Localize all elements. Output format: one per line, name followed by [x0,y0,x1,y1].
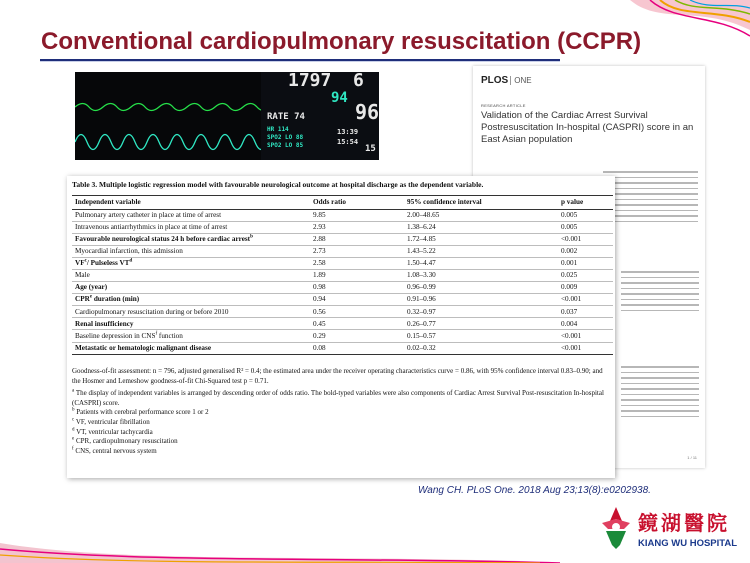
monitor-reading: 15:54 [337,138,359,146]
plos-brand: PLOS [481,75,509,86]
cell-variable [72,269,310,281]
article-title: Validation of the Cardiac Arrest Survival Postresuscitation In-hospital (CASPRI) score in an East Asian population [481,110,694,145]
cell-p-value: <0.001 [558,330,613,342]
footnote-mark: f [155,331,158,337]
cell-variable [72,318,310,330]
cell-confidence-interval: 1.72–4.85 [404,233,558,245]
header-confidence-interval: 95% confidence interval [404,196,558,210]
cell-p-value: 0.009 [558,282,613,294]
footnote [72,408,610,418]
cell-variable [72,257,310,269]
table-row [72,269,613,281]
cell-confidence-interval: 2.00–48.65 [404,209,558,221]
hospital-emblem-icon [596,505,636,551]
monitor-reading: 1797 [288,72,332,91]
variable-text: Male [75,271,90,280]
footnote-text: VF, ventricular fibrillation [75,417,150,426]
footnote [72,447,610,457]
cell-odds-ratio: 2.58 [310,257,404,269]
cell-confidence-interval: 1.43–5.22 [404,245,558,257]
header-odds-ratio: Odds ratio [310,196,404,210]
table-row [72,294,613,306]
cell-p-value: <0.001 [558,233,613,245]
cell-confidence-interval: 0.32–0.97 [404,306,558,318]
table-row [72,233,613,245]
cell-odds-ratio: 2.88 [310,233,404,245]
table-row [72,221,613,233]
ecg-waveform [75,72,379,160]
cell-confidence-interval: 1.38–6.24 [404,221,558,233]
cell-variable [72,306,310,318]
footnote-text: Patients with cerebral performance score 1 or 2 [76,408,209,417]
cell-variable [72,342,310,354]
table-caption: Table 3. Multiple logistic regression model with favourable neurological outcome at hospital discharge as the dependent variable. [72,180,484,189]
cell-confidence-interval: 0.91–0.96 [404,294,558,306]
article-page-number: 1 / 11 [687,455,697,460]
variable-suffix: / Pulseless VT [86,259,130,268]
cell-odds-ratio: 2.73 [310,245,404,257]
table-header-row [72,196,613,210]
table-row [72,318,613,330]
cell-confidence-interval: 0.96–0.99 [404,282,558,294]
monitor-reading: 6 [353,72,364,91]
cell-variable [72,294,310,306]
monitor-reading: 96 [355,100,379,124]
cell-p-value: 0.005 [558,221,613,233]
footnote [72,389,610,408]
table-notes [72,367,610,456]
article-text-lines [603,171,698,226]
variable-text: CPR [75,295,90,304]
cell-confidence-interval: 0.26–0.77 [404,318,558,330]
table-row [72,245,613,257]
footnote-text: CPR, cardiopulmonary resuscitation [75,437,178,446]
footnote-mark: d [72,427,75,433]
table-row [72,330,613,342]
cell-variable [72,233,310,245]
cell-p-value: 0.025 [558,269,613,281]
footnote-mark: e [72,436,75,442]
cell-odds-ratio: 9.85 [310,209,404,221]
variable-text: Pulmonary artery catheter in place at time of arrest [75,210,222,219]
cell-confidence-interval: 1.08–3.30 [404,269,558,281]
cell-confidence-interval: 0.15–0.57 [404,330,558,342]
variable-text: Renal insufficiency [75,319,134,328]
footnote-mark: e [89,295,93,301]
footnote-text: VT, ventricular tachycardia [76,427,153,436]
cell-odds-ratio: 0.98 [310,282,404,294]
hospital-name-chinese: 鏡湖醫院 [638,511,730,535]
plos-logo [481,75,532,86]
cell-p-value: <0.001 [558,294,613,306]
regression-table [72,195,613,355]
footnote-text: CNS, central nervous system [75,446,157,455]
ecg-monitor-photo [75,72,379,160]
cell-p-value: <0.001 [558,342,613,354]
footnote-mark: c [72,417,75,423]
cell-variable [72,330,310,342]
table-row [72,306,613,318]
hospital-name-english: KIANG WU HOSPITAL [638,538,738,549]
goodness-of-fit-note: Goodness-of-fit assessment: n = 796, adjusted generalised R² = 0.4; the estimated area under the receiver operating characteristics curve = 0.86, with 95% confidence interval 0.83–0.90; and the Hosmer and Lemeshow goodness-of-fit Chi-Squared test p = 0.71. [72,367,603,385]
cell-variable [72,245,310,257]
variable-text: Favourable neurological status 24 h before cardiac arrest [75,234,251,243]
cell-odds-ratio: 0.29 [310,330,404,342]
title-underline-shadow [40,61,560,62]
variable-text: Intravenous antiarrhythmics in place at time of arrest [75,222,228,231]
cell-p-value: 0.004 [558,318,613,330]
article-section: RESEARCH ARTICLE [481,103,526,108]
footnote-mark: b [72,408,75,414]
cell-confidence-interval: 1.50–4.47 [404,257,558,269]
footnote-mark: f [72,446,74,452]
footnotes-list [72,389,610,456]
footnote [72,418,610,428]
plos-brand-sub: ONE [510,76,531,85]
cell-variable [72,282,310,294]
cell-odds-ratio: 0.45 [310,318,404,330]
table-row [72,257,613,269]
variable-text: VF [75,259,85,268]
monitor-reading: 13:39 [337,128,359,136]
cell-odds-ratio: 0.08 [310,342,404,354]
cell-variable [72,209,310,221]
table-row [72,282,613,294]
cell-odds-ratio: 0.56 [310,306,404,318]
article-body-lines [621,366,699,421]
cell-p-value: 0.005 [558,209,613,221]
hospital-logo [596,505,746,553]
cell-p-value: 0.002 [558,245,613,257]
cell-p-value: 0.037 [558,306,613,318]
header-p-value [558,196,613,210]
cell-odds-ratio: 0.94 [310,294,404,306]
cell-p-value: 0.001 [558,257,613,269]
footnote-mark: b [250,234,253,240]
header-p-value-text: p value [561,198,584,206]
variable-text: Myocardial infarction, this admission [75,247,183,256]
cell-odds-ratio: 1.89 [310,269,404,281]
cell-confidence-interval: 0.02–0.32 [404,342,558,354]
variable-text: Metastatic or hematologic malignant disease [75,343,212,352]
variable-suffix: function [157,331,183,340]
monitor-reading: SPO2 LO 85 [267,142,304,149]
footnote [72,428,610,438]
footnote-mark: c [84,258,87,264]
monitor-reading: SPO2 LO 88 [267,134,304,141]
monitor-reading: HR 114 [267,126,289,133]
monitor-reading: RATE 74 [267,112,305,122]
table-row [72,209,613,221]
slide-title: Conventional cardiopulmonary resuscitation (CCPR) [41,28,642,55]
cell-variable [72,221,310,233]
variable-text: Baseline depression in CNS [75,331,156,340]
regression-table-card [67,176,615,478]
monitor-reading: 15 [365,144,376,154]
monitor-reading: 94 [331,90,348,106]
table-row [72,342,613,354]
footnote [72,437,610,447]
article-abstract-lines [621,271,699,315]
footnote-mark: a [72,388,75,394]
footnote-mark: d [129,258,133,264]
header-variable: Independent variable [72,196,310,210]
footnote-text: The display of independent variables is arranged by descending order of odds ratio. The bold-typed variables were also components of Cardiac Arrest Survival Post-resuscitation In-hospital (CASPRI) score. [72,389,604,407]
variable-text: Cardiopulmonary resuscitation during or before 2010 [75,307,229,316]
variable-suffix: duration (min) [92,295,140,304]
variable-text: Age (year) [75,283,108,292]
cell-odds-ratio: 2.93 [310,221,404,233]
citation: Wang CH. PLoS One. 2018 Aug 23;13(8):e0202938. [418,485,651,496]
